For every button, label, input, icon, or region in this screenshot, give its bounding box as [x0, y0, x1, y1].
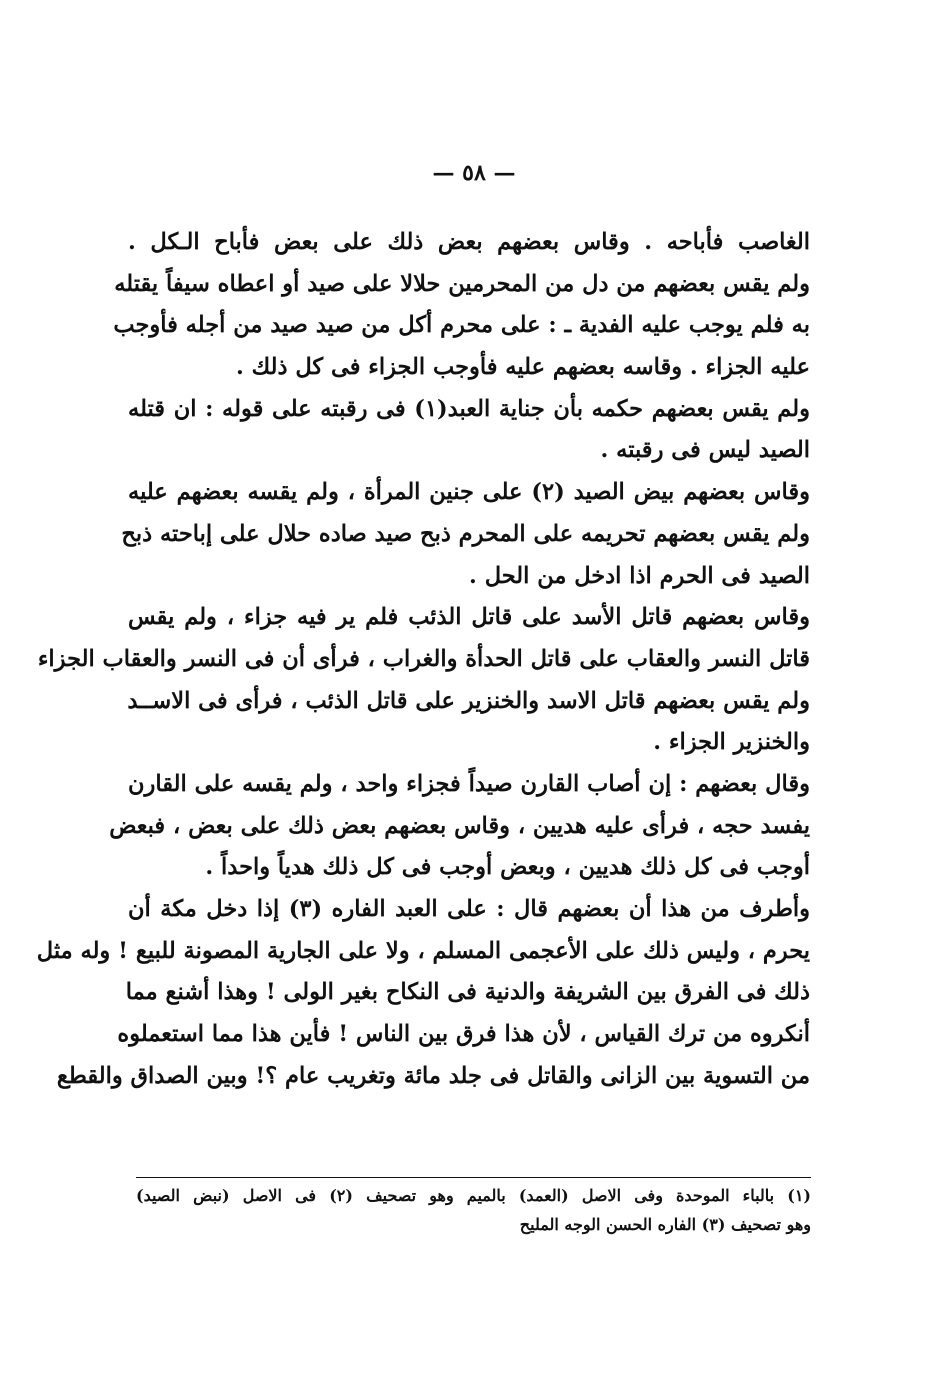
- text-line: ذلك فى الفرق بين الشريفة والدنية فى النكاح بغير الولى ! وهذا أشنع مما: [125, 979, 810, 1006]
- footnote-divider: [136, 1177, 811, 1178]
- footnotes: [136, 1181, 811, 1239]
- text-line: به فلم يوجب عليه الفدية ـ : على محرم أكل من صيد صيد من أجله فأوجب: [113, 312, 810, 339]
- body-text: [36, 222, 810, 1097]
- text-line: الصيد ليس فى رقبته .: [600, 437, 810, 464]
- text-line: ولم يقس بعضهم من دل من المحرمين حلالا على صيد أو اعطاه سيفاً يقتله: [114, 270, 810, 297]
- text-line: وقاس بعضهم بيض الصيد (٢) على جنين المرأة ، ولم يقسه بعضهم عليه: [128, 479, 810, 506]
- text-line: ولم يقس بعضهم تحريمه على المحرم ذبح صيد صاده حلال على إباحته ذبح: [121, 520, 810, 547]
- text-line: وقاس بعضهم قاتل الأسد على قاتل الذئب فلم ير فيه جزاء ، ولم يقس: [128, 604, 810, 631]
- text-line: عليه الجزاء . وقاسه بعضهم عليه فأوجب الجزاء فى كل ذلك .: [236, 354, 810, 381]
- footnote-line: وهو تصحيف (٣) الفاره الحسن الوجه المليح: [519, 1215, 811, 1234]
- text-line: من التسوية بين الزانى والقاتل فى جلد مائة وتغريب عام ؟! وبين الصداق والقطع: [56, 1062, 810, 1089]
- text-line: الغاصب فأباحه . وقاس بعضهم بعض ذلك على بعض فأباح الـكل .: [128, 229, 810, 255]
- text-line: أوجب فى كل ذلك هديين ، وبعض أوجب فى كل ذلك هدياً واحداً .: [205, 854, 810, 881]
- text-line: يفسد حجه ، فرأى عليه هديين ، وقاس بعضهم بعض ذلك على بعض ، فبعض: [109, 812, 810, 839]
- text-line: أنكروه من ترك القياس ، لأن هذا فرق بين الناس ! فأين هذا مما استعملوه: [117, 1021, 810, 1048]
- text-line: وقال بعضهم : إن أصاب القارن صيداً فجزاء واحد ، ولم يقسه على القارن: [128, 770, 810, 797]
- footnote-line: (١) بالباء الموحدة وفى الاصل (العمد) بالميم وهو تصحيف (٢) فى الاصل (نبض الصيد): [136, 1186, 811, 1205]
- text-line: يحرم ، وليس ذلك على الأعجمى المسلم ، ولا على الجارية المصونة للبيع ! وله مثل: [36, 937, 810, 964]
- text-line: ولم يقس بعضهم حكمه بأن جناية العبد(١) فى رقبته على قوله : ان قتله: [128, 395, 810, 422]
- text-line: وأطرف من هذا أن بعضهم قال : على العبد الفاره (٣) إذا دخل مكة أن: [128, 896, 810, 922]
- text-line: والخنزير الجزاء .: [653, 729, 810, 756]
- page-number: — ٥٨ —: [432, 160, 516, 186]
- text-line: قاتل النسر والعقاب على قاتل الحدأة والغراب ، فرأى أن فى النسر والعقاب الجزاء: [37, 645, 810, 672]
- text-line: الصيد فى الحرم اذا ادخل من الحل .: [469, 562, 810, 589]
- text-line: ولم يقس بعضهم قاتل الاسد والخنزير على قاتل الذئب ، فرأى فى الاســد: [127, 687, 810, 714]
